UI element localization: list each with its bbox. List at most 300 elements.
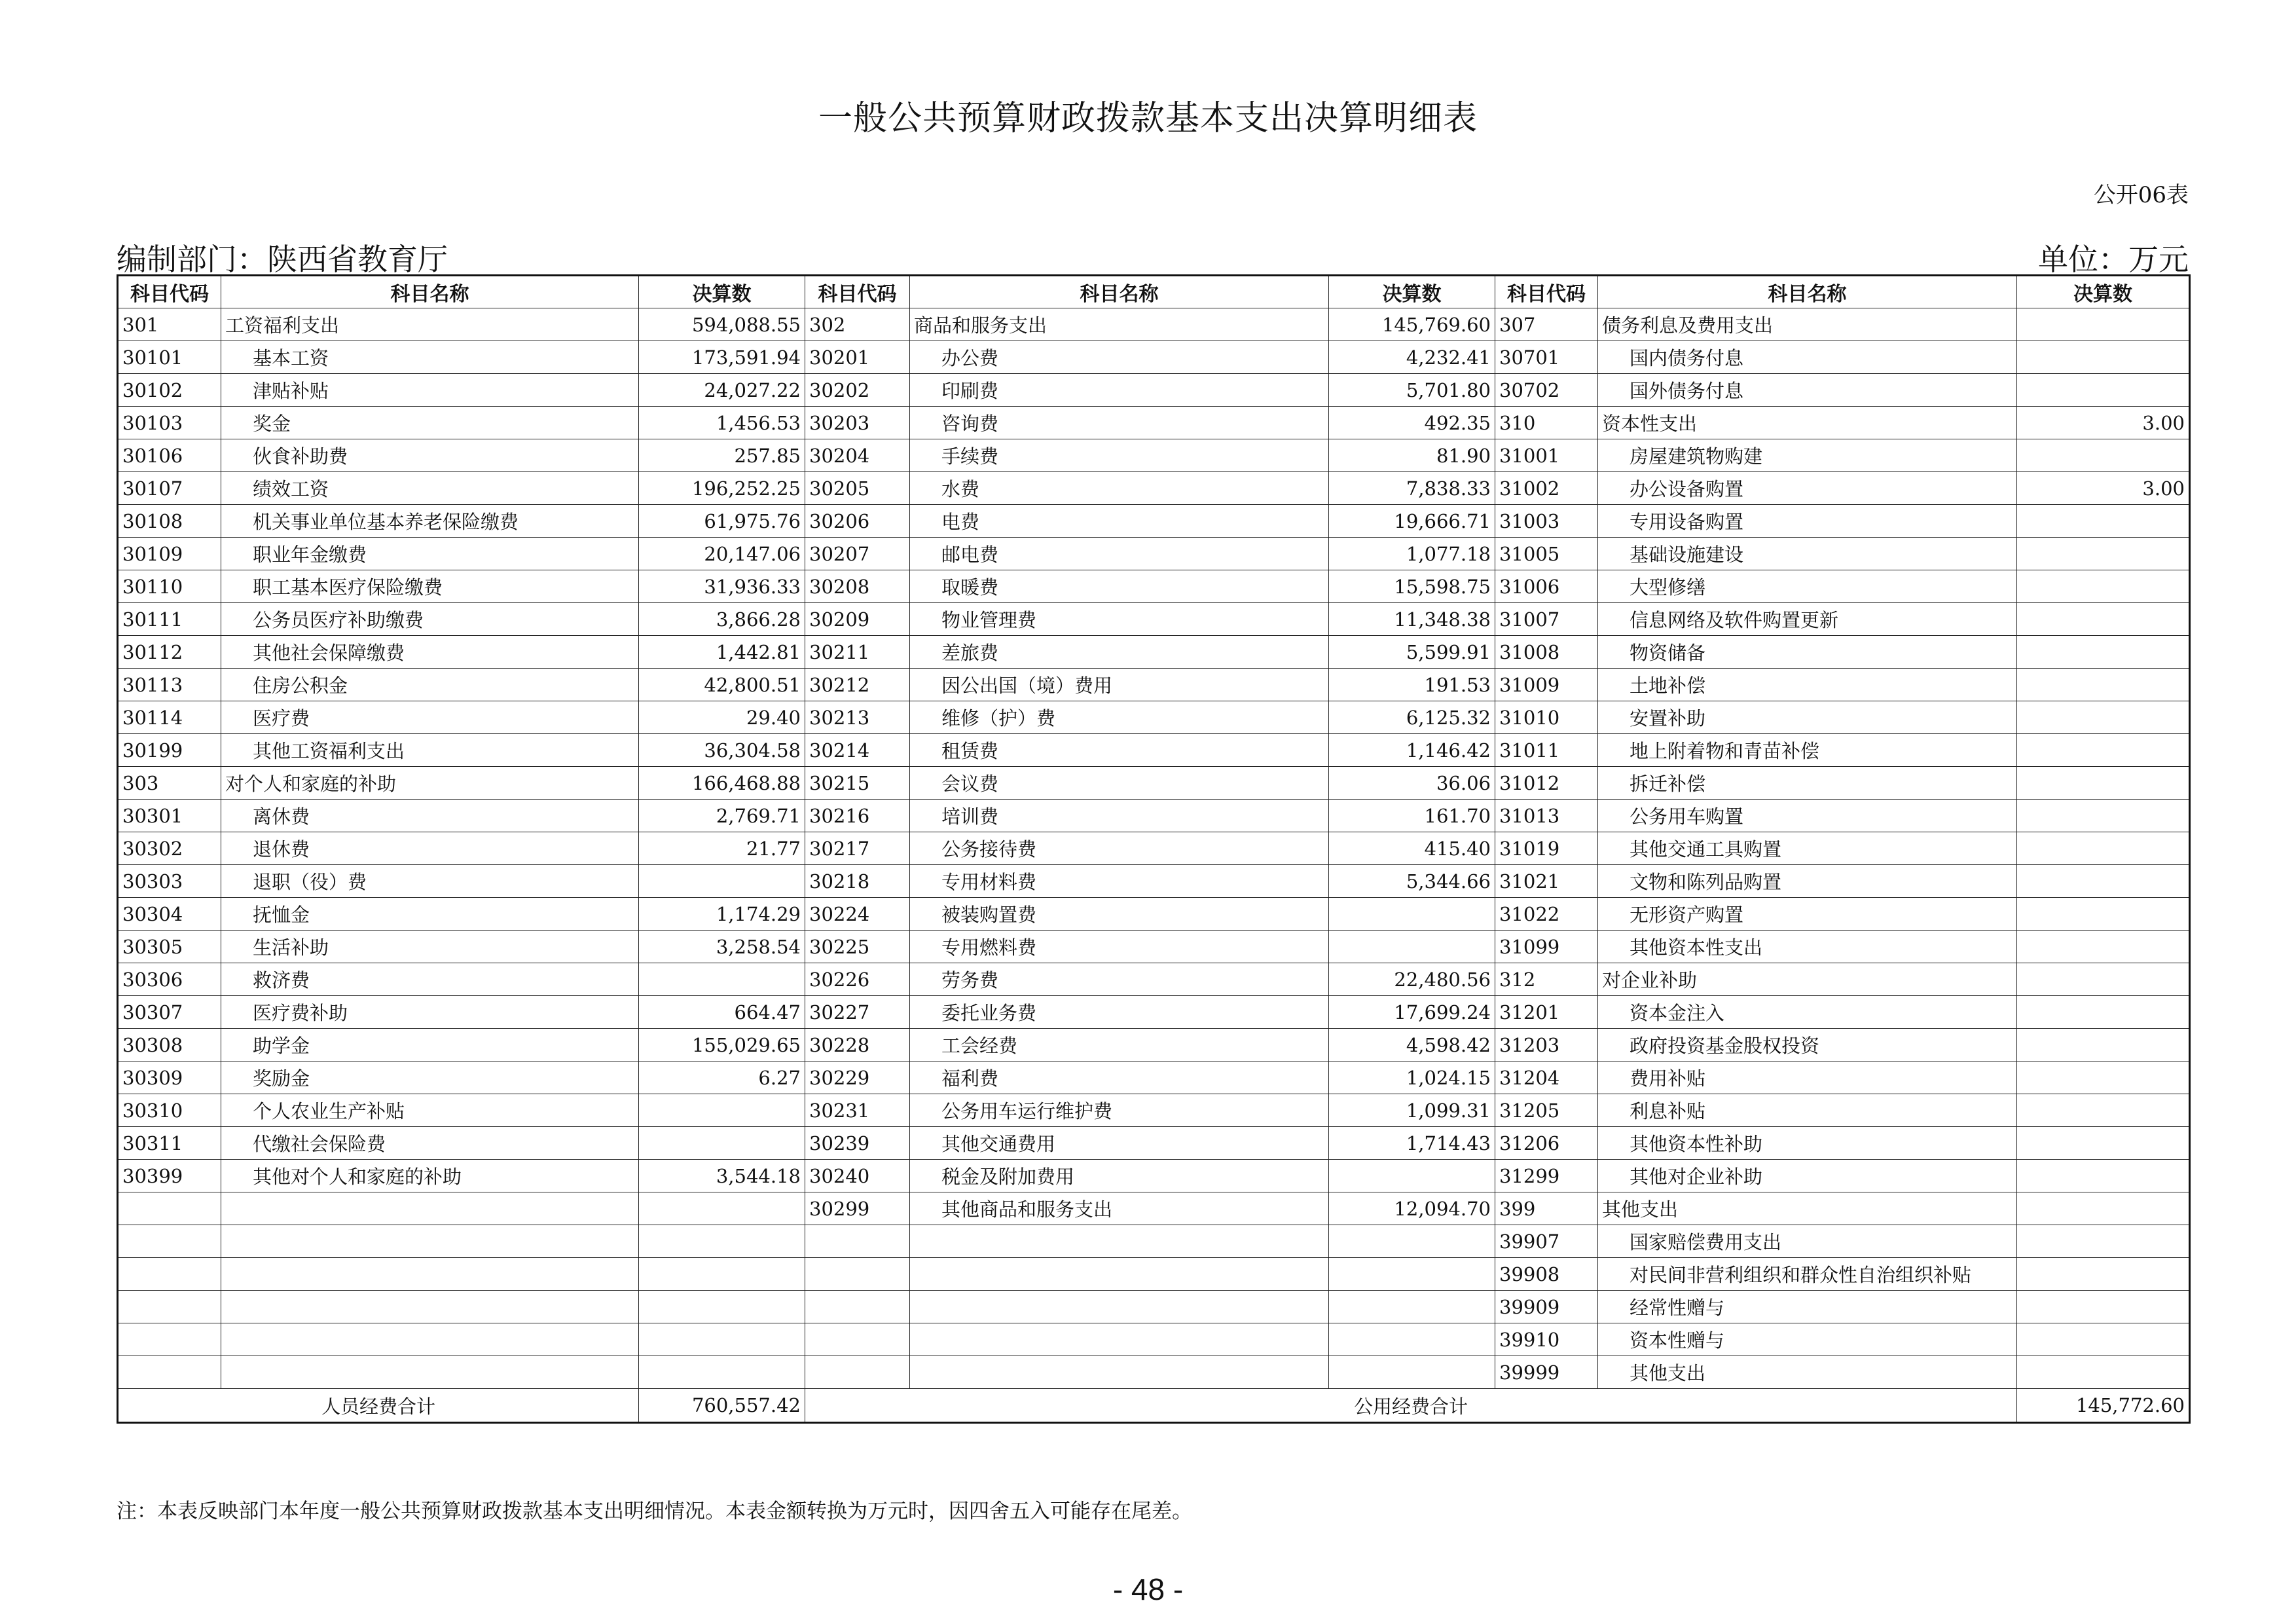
name-cell: 其他对个人和家庭的补助 bbox=[221, 1160, 639, 1192]
name-cell bbox=[221, 1225, 639, 1258]
code-cell: 31201 bbox=[1495, 996, 1598, 1029]
code-cell: 30211 bbox=[805, 636, 910, 669]
amount-cell: 6.27 bbox=[639, 1061, 805, 1094]
amount-cell bbox=[2017, 865, 2190, 898]
amount-cell: 4,598.42 bbox=[1329, 1029, 1495, 1061]
amount-cell bbox=[2017, 1323, 2190, 1356]
amount-cell: 20,147.06 bbox=[639, 538, 805, 570]
amount-cell bbox=[1329, 898, 1495, 931]
amount-cell: 155,029.65 bbox=[639, 1029, 805, 1061]
name-cell: 劳务费 bbox=[910, 963, 1329, 996]
code-cell: 30306 bbox=[118, 963, 221, 996]
amount-cell: 12,094.70 bbox=[1329, 1192, 1495, 1225]
code-cell: 30303 bbox=[118, 865, 221, 898]
name-cell: 咨询费 bbox=[910, 407, 1329, 439]
name-cell: 对个人和家庭的补助 bbox=[221, 767, 639, 800]
code-cell: 30101 bbox=[118, 341, 221, 374]
code-cell bbox=[118, 1291, 221, 1323]
name-cell: 债务利息及费用支出 bbox=[1598, 308, 2017, 341]
table-header-row bbox=[118, 276, 2190, 308]
name-cell: 邮电费 bbox=[910, 538, 1329, 570]
code-cell: 30199 bbox=[118, 734, 221, 767]
amount-cell bbox=[639, 1323, 805, 1356]
code-cell bbox=[118, 1323, 221, 1356]
name-cell: 办公设备购置 bbox=[1598, 472, 2017, 505]
name-cell: 离休费 bbox=[221, 800, 639, 832]
code-cell bbox=[805, 1291, 910, 1323]
table-row bbox=[118, 1094, 2190, 1127]
compiling-department: 编制部门：陕西省教育厅 bbox=[117, 242, 448, 277]
code-cell: 31203 bbox=[1495, 1029, 1598, 1061]
name-cell: 拆迁补偿 bbox=[1598, 767, 2017, 800]
code-cell: 30109 bbox=[118, 538, 221, 570]
name-cell: 物资储备 bbox=[1598, 636, 2017, 669]
name-cell: 其他对企业补助 bbox=[1598, 1160, 2017, 1192]
code-cell: 307 bbox=[1495, 308, 1598, 341]
name-cell: 房屋建筑物购建 bbox=[1598, 439, 2017, 472]
table-row bbox=[118, 1323, 2190, 1356]
header-code-3: 科目代码 bbox=[1495, 276, 1598, 308]
code-cell: 30214 bbox=[805, 734, 910, 767]
name-cell: 绩效工资 bbox=[221, 472, 639, 505]
amount-cell bbox=[1329, 1225, 1495, 1258]
code-cell: 39910 bbox=[1495, 1323, 1598, 1356]
header-amount-3: 决算数 bbox=[2017, 276, 2190, 308]
code-cell: 30205 bbox=[805, 472, 910, 505]
amount-cell bbox=[2017, 734, 2190, 767]
table-row bbox=[118, 439, 2190, 472]
name-cell: 其他交通费用 bbox=[910, 1127, 1329, 1160]
table-row bbox=[118, 1160, 2190, 1192]
code-cell bbox=[805, 1225, 910, 1258]
amount-cell bbox=[2017, 603, 2190, 636]
code-cell: 30111 bbox=[118, 603, 221, 636]
name-cell: 代缴社会保险费 bbox=[221, 1127, 639, 1160]
name-cell bbox=[910, 1323, 1329, 1356]
amount-cell: 664.47 bbox=[639, 996, 805, 1029]
amount-cell: 5,344.66 bbox=[1329, 865, 1495, 898]
header-amount-2: 决算数 bbox=[1329, 276, 1495, 308]
code-cell: 31012 bbox=[1495, 767, 1598, 800]
name-cell: 住房公积金 bbox=[221, 669, 639, 701]
code-cell: 302 bbox=[805, 308, 910, 341]
code-cell: 31019 bbox=[1495, 832, 1598, 865]
header-name-2: 科目名称 bbox=[910, 276, 1329, 308]
amount-cell: 1,077.18 bbox=[1329, 538, 1495, 570]
code-cell: 31205 bbox=[1495, 1094, 1598, 1127]
page-number: - 48 - bbox=[1112, 1572, 1184, 1606]
name-cell: 助学金 bbox=[221, 1029, 639, 1061]
amount-cell bbox=[1329, 1291, 1495, 1323]
name-cell: 国内债务付息 bbox=[1598, 341, 2017, 374]
amount-cell bbox=[2017, 1127, 2190, 1160]
table-body bbox=[118, 308, 2190, 1389]
code-cell: 30311 bbox=[118, 1127, 221, 1160]
name-cell bbox=[910, 1258, 1329, 1291]
name-cell bbox=[221, 1258, 639, 1291]
code-cell: 30304 bbox=[118, 898, 221, 931]
name-cell: 安置补助 bbox=[1598, 701, 2017, 734]
amount-cell bbox=[2017, 1192, 2190, 1225]
name-cell: 租赁费 bbox=[910, 734, 1329, 767]
table-id: 公开06表 bbox=[2093, 182, 2189, 208]
name-cell: 水费 bbox=[910, 472, 1329, 505]
amount-cell bbox=[2017, 669, 2190, 701]
amount-cell bbox=[1329, 1356, 1495, 1389]
table-row bbox=[118, 636, 2190, 669]
code-cell bbox=[118, 1356, 221, 1389]
code-cell: 31005 bbox=[1495, 538, 1598, 570]
name-cell: 文物和陈列品购置 bbox=[1598, 865, 2017, 898]
table-row bbox=[118, 996, 2190, 1029]
name-cell: 维修（护）费 bbox=[910, 701, 1329, 734]
name-cell: 医疗费补助 bbox=[221, 996, 639, 1029]
code-cell: 30110 bbox=[118, 570, 221, 603]
table-row bbox=[118, 1225, 2190, 1258]
amount-cell bbox=[2017, 538, 2190, 570]
amount-cell: 11,348.38 bbox=[1329, 603, 1495, 636]
name-cell: 公务用车购置 bbox=[1598, 800, 2017, 832]
amount-cell bbox=[1329, 1258, 1495, 1291]
amount-cell bbox=[1329, 1160, 1495, 1192]
code-cell: 30203 bbox=[805, 407, 910, 439]
amount-cell bbox=[2017, 1258, 2190, 1291]
code-cell: 30231 bbox=[805, 1094, 910, 1127]
name-cell: 专用材料费 bbox=[910, 865, 1329, 898]
amount-cell bbox=[2017, 963, 2190, 996]
table-row bbox=[118, 963, 2190, 996]
amount-cell bbox=[2017, 996, 2190, 1029]
table-row bbox=[118, 669, 2190, 701]
code-cell: 30114 bbox=[118, 701, 221, 734]
name-cell: 税金及附加费用 bbox=[910, 1160, 1329, 1192]
code-cell: 31002 bbox=[1495, 472, 1598, 505]
name-cell: 办公费 bbox=[910, 341, 1329, 374]
table-row bbox=[118, 898, 2190, 931]
code-cell: 30305 bbox=[118, 931, 221, 963]
amount-cell: 36.06 bbox=[1329, 767, 1495, 800]
amount-cell: 3.00 bbox=[2017, 472, 2190, 505]
code-cell: 30113 bbox=[118, 669, 221, 701]
amount-cell bbox=[2017, 931, 2190, 963]
header-code-2: 科目代码 bbox=[805, 276, 910, 308]
header-name-1: 科目名称 bbox=[221, 276, 639, 308]
amount-cell: 2,769.71 bbox=[639, 800, 805, 832]
amount-cell bbox=[2017, 1356, 2190, 1389]
amount-cell: 257.85 bbox=[639, 439, 805, 472]
table-row bbox=[118, 865, 2190, 898]
amount-cell bbox=[2017, 439, 2190, 472]
table-row bbox=[118, 931, 2190, 963]
table-row bbox=[118, 505, 2190, 538]
code-cell: 30215 bbox=[805, 767, 910, 800]
code-cell: 39999 bbox=[1495, 1356, 1598, 1389]
code-cell: 31009 bbox=[1495, 669, 1598, 701]
name-cell: 国家赔偿费用支出 bbox=[1598, 1225, 2017, 1258]
name-cell: 无形资产购置 bbox=[1598, 898, 2017, 931]
amount-cell bbox=[2017, 767, 2190, 800]
name-cell: 公务用车运行维护费 bbox=[910, 1094, 1329, 1127]
amount-cell: 1,146.42 bbox=[1329, 734, 1495, 767]
name-cell: 被装购置费 bbox=[910, 898, 1329, 931]
name-cell: 奖金 bbox=[221, 407, 639, 439]
code-cell: 30399 bbox=[118, 1160, 221, 1192]
amount-cell bbox=[639, 1192, 805, 1225]
table-row bbox=[118, 1258, 2190, 1291]
amount-cell: 1,456.53 bbox=[639, 407, 805, 439]
table-row bbox=[118, 767, 2190, 800]
name-cell: 电费 bbox=[910, 505, 1329, 538]
amount-cell bbox=[639, 1225, 805, 1258]
code-cell: 31022 bbox=[1495, 898, 1598, 931]
name-cell: 福利费 bbox=[910, 1061, 1329, 1094]
code-cell: 30202 bbox=[805, 374, 910, 407]
name-cell bbox=[221, 1356, 639, 1389]
code-cell: 31299 bbox=[1495, 1160, 1598, 1192]
amount-cell bbox=[2017, 1029, 2190, 1061]
table-row bbox=[118, 734, 2190, 767]
amount-cell: 81.90 bbox=[1329, 439, 1495, 472]
public-total-amount: 145,772.60 bbox=[2017, 1389, 2190, 1423]
code-cell: 30108 bbox=[118, 505, 221, 538]
code-cell: 30204 bbox=[805, 439, 910, 472]
name-cell: 救济费 bbox=[221, 963, 639, 996]
personnel-total-label: 人员经费合计 bbox=[118, 1389, 639, 1423]
code-cell bbox=[805, 1258, 910, 1291]
code-cell: 30229 bbox=[805, 1061, 910, 1094]
header-name-3: 科目名称 bbox=[1598, 276, 2017, 308]
code-cell: 31206 bbox=[1495, 1127, 1598, 1160]
code-cell: 39908 bbox=[1495, 1258, 1598, 1291]
amount-cell: 196,252.25 bbox=[639, 472, 805, 505]
name-cell: 取暖费 bbox=[910, 570, 1329, 603]
amount-cell: 17,699.24 bbox=[1329, 996, 1495, 1029]
amount-cell bbox=[2017, 832, 2190, 865]
code-cell: 30307 bbox=[118, 996, 221, 1029]
table-row bbox=[118, 832, 2190, 865]
code-cell: 30701 bbox=[1495, 341, 1598, 374]
name-cell: 资本金注入 bbox=[1598, 996, 2017, 1029]
amount-cell: 5,599.91 bbox=[1329, 636, 1495, 669]
code-cell: 303 bbox=[118, 767, 221, 800]
name-cell: 资本性支出 bbox=[1598, 407, 2017, 439]
code-cell: 301 bbox=[118, 308, 221, 341]
name-cell: 其他支出 bbox=[1598, 1192, 2017, 1225]
amount-cell: 1,024.15 bbox=[1329, 1061, 1495, 1094]
code-cell: 30206 bbox=[805, 505, 910, 538]
name-cell: 政府投资基金股权投资 bbox=[1598, 1029, 2017, 1061]
personnel-total-amount: 760,557.42 bbox=[639, 1389, 805, 1423]
expenditure-table bbox=[117, 274, 2191, 1424]
name-cell: 工资福利支出 bbox=[221, 308, 639, 341]
code-cell: 31001 bbox=[1495, 439, 1598, 472]
table-row bbox=[118, 1029, 2190, 1061]
name-cell: 其他支出 bbox=[1598, 1356, 2017, 1389]
code-cell: 30212 bbox=[805, 669, 910, 701]
name-cell: 基础设施建设 bbox=[1598, 538, 2017, 570]
table-row bbox=[118, 407, 2190, 439]
code-cell: 30228 bbox=[805, 1029, 910, 1061]
amount-cell: 42,800.51 bbox=[639, 669, 805, 701]
code-cell bbox=[118, 1192, 221, 1225]
amount-cell: 22,480.56 bbox=[1329, 963, 1495, 996]
amount-cell bbox=[2017, 374, 2190, 407]
amount-cell: 1,442.81 bbox=[639, 636, 805, 669]
amount-cell bbox=[2017, 800, 2190, 832]
name-cell bbox=[910, 1225, 1329, 1258]
code-cell: 30207 bbox=[805, 538, 910, 570]
amount-cell: 61,975.76 bbox=[639, 505, 805, 538]
name-cell: 利息补贴 bbox=[1598, 1094, 2017, 1127]
name-cell bbox=[221, 1291, 639, 1323]
name-cell: 会议费 bbox=[910, 767, 1329, 800]
page-title: 一般公共预算财政拨款基本支出决算明细表 bbox=[818, 99, 1478, 138]
code-cell: 30308 bbox=[118, 1029, 221, 1061]
table-row bbox=[118, 1127, 2190, 1160]
name-cell: 信息网络及软件购置更新 bbox=[1598, 603, 2017, 636]
public-total-label: 公用经费合计 bbox=[805, 1389, 2017, 1423]
code-cell: 30112 bbox=[118, 636, 221, 669]
code-cell: 30310 bbox=[118, 1094, 221, 1127]
name-cell bbox=[910, 1291, 1329, 1323]
amount-cell bbox=[639, 1291, 805, 1323]
name-cell: 公务员医疗补助缴费 bbox=[221, 603, 639, 636]
code-cell bbox=[805, 1356, 910, 1389]
amount-cell: 7,838.33 bbox=[1329, 472, 1495, 505]
amount-cell bbox=[2017, 1061, 2190, 1094]
code-cell: 30208 bbox=[805, 570, 910, 603]
code-cell: 30224 bbox=[805, 898, 910, 931]
code-cell: 39909 bbox=[1495, 1291, 1598, 1323]
code-cell: 30106 bbox=[118, 439, 221, 472]
amount-cell bbox=[639, 1356, 805, 1389]
name-cell: 费用补贴 bbox=[1598, 1061, 2017, 1094]
table-row bbox=[118, 1061, 2190, 1094]
code-cell: 30209 bbox=[805, 603, 910, 636]
table-row bbox=[118, 1291, 2190, 1323]
amount-cell: 492.35 bbox=[1329, 407, 1495, 439]
name-cell: 经常性赠与 bbox=[1598, 1291, 2017, 1323]
amount-cell bbox=[2017, 1291, 2190, 1323]
name-cell: 抚恤金 bbox=[221, 898, 639, 931]
amount-cell bbox=[1329, 931, 1495, 963]
code-cell: 30103 bbox=[118, 407, 221, 439]
amount-cell: 15,598.75 bbox=[1329, 570, 1495, 603]
amount-cell bbox=[2017, 898, 2190, 931]
code-cell: 31003 bbox=[1495, 505, 1598, 538]
name-cell bbox=[221, 1323, 639, 1356]
amount-cell bbox=[2017, 1160, 2190, 1192]
amount-cell: 145,769.60 bbox=[1329, 308, 1495, 341]
name-cell: 差旅费 bbox=[910, 636, 1329, 669]
code-cell: 30107 bbox=[118, 472, 221, 505]
code-cell: 310 bbox=[1495, 407, 1598, 439]
amount-cell: 21.77 bbox=[639, 832, 805, 865]
amount-cell: 3,544.18 bbox=[639, 1160, 805, 1192]
name-cell: 其他资本性补助 bbox=[1598, 1127, 2017, 1160]
amount-cell: 29.40 bbox=[639, 701, 805, 734]
code-cell: 31008 bbox=[1495, 636, 1598, 669]
name-cell: 大型修缮 bbox=[1598, 570, 2017, 603]
name-cell: 退休费 bbox=[221, 832, 639, 865]
amount-cell: 19,666.71 bbox=[1329, 505, 1495, 538]
name-cell bbox=[910, 1356, 1329, 1389]
name-cell: 职业年金缴费 bbox=[221, 538, 639, 570]
amount-cell: 1,099.31 bbox=[1329, 1094, 1495, 1127]
code-cell: 30225 bbox=[805, 931, 910, 963]
amount-cell bbox=[2017, 1094, 2190, 1127]
code-cell: 30227 bbox=[805, 996, 910, 1029]
name-cell bbox=[221, 1192, 639, 1225]
name-cell: 其他交通工具购置 bbox=[1598, 832, 2017, 865]
code-cell: 30213 bbox=[805, 701, 910, 734]
code-cell: 30302 bbox=[118, 832, 221, 865]
amount-cell bbox=[2017, 308, 2190, 341]
name-cell: 印刷费 bbox=[910, 374, 1329, 407]
amount-cell bbox=[639, 1258, 805, 1291]
code-cell: 30301 bbox=[118, 800, 221, 832]
code-cell: 31010 bbox=[1495, 701, 1598, 734]
table-row bbox=[118, 603, 2190, 636]
amount-cell bbox=[639, 1127, 805, 1160]
code-cell: 31013 bbox=[1495, 800, 1598, 832]
code-cell: 30216 bbox=[805, 800, 910, 832]
table-row bbox=[118, 308, 2190, 341]
code-cell: 31021 bbox=[1495, 865, 1598, 898]
name-cell: 基本工资 bbox=[221, 341, 639, 374]
name-cell: 其他工资福利支出 bbox=[221, 734, 639, 767]
code-cell: 399 bbox=[1495, 1192, 1598, 1225]
name-cell: 国外债务付息 bbox=[1598, 374, 2017, 407]
amount-cell: 4,232.41 bbox=[1329, 341, 1495, 374]
amount-cell bbox=[2017, 341, 2190, 374]
table-row bbox=[118, 538, 2190, 570]
amount-cell bbox=[639, 1094, 805, 1127]
name-cell: 资本性赠与 bbox=[1598, 1323, 2017, 1356]
amount-cell: 3.00 bbox=[2017, 407, 2190, 439]
code-cell: 31007 bbox=[1495, 603, 1598, 636]
code-cell: 39907 bbox=[1495, 1225, 1598, 1258]
amount-cell: 3,258.54 bbox=[639, 931, 805, 963]
header-code-1: 科目代码 bbox=[118, 276, 221, 308]
name-cell: 地上附着物和青苗补偿 bbox=[1598, 734, 2017, 767]
code-cell: 30702 bbox=[1495, 374, 1598, 407]
amount-cell: 24,027.22 bbox=[639, 374, 805, 407]
name-cell: 退职（役）费 bbox=[221, 865, 639, 898]
table-row bbox=[118, 1192, 2190, 1225]
name-cell: 商品和服务支出 bbox=[910, 308, 1329, 341]
amount-cell bbox=[2017, 636, 2190, 669]
table-row bbox=[118, 341, 2190, 374]
name-cell: 职工基本医疗保险缴费 bbox=[221, 570, 639, 603]
name-cell: 物业管理费 bbox=[910, 603, 1329, 636]
table-row bbox=[118, 701, 2190, 734]
code-cell: 31204 bbox=[1495, 1061, 1598, 1094]
amount-cell: 415.40 bbox=[1329, 832, 1495, 865]
table-row bbox=[118, 1356, 2190, 1389]
amount-cell bbox=[2017, 701, 2190, 734]
name-cell: 生活补助 bbox=[221, 931, 639, 963]
code-cell: 312 bbox=[1495, 963, 1598, 996]
name-cell: 津贴补贴 bbox=[221, 374, 639, 407]
code-cell bbox=[118, 1258, 221, 1291]
amount-cell: 31,936.33 bbox=[639, 570, 805, 603]
table-row bbox=[118, 800, 2190, 832]
name-cell: 公务接待费 bbox=[910, 832, 1329, 865]
amount-cell: 1,714.43 bbox=[1329, 1127, 1495, 1160]
name-cell: 培训费 bbox=[910, 800, 1329, 832]
name-cell: 机关事业单位基本养老保险缴费 bbox=[221, 505, 639, 538]
